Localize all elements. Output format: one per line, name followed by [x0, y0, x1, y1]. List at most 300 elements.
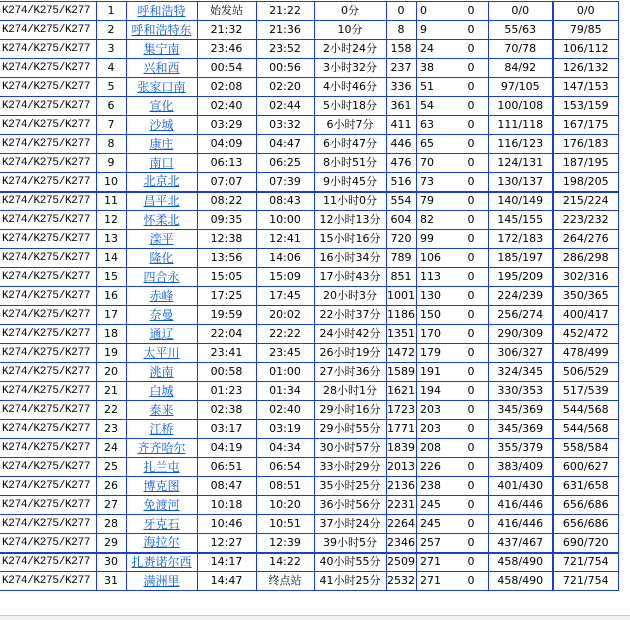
elapsed-time-cell: 0分: [314, 2, 386, 21]
extra-value-cell: [416, 59, 488, 78]
hard-sleeper-price-cell: 195/209: [488, 268, 553, 287]
extra-value: 0: [467, 384, 475, 397]
train-number-cell: K274/K275/K277: [0, 534, 96, 553]
arrival-time-cell: 02:40: [197, 97, 256, 116]
extra-value-cell: [416, 116, 488, 135]
stop-sequence-cell: 25: [96, 458, 126, 477]
station-link[interactable]: 江桥: [149, 421, 174, 436]
extra-value-cell: [416, 439, 488, 458]
stop-sequence-cell: 22: [96, 401, 126, 420]
soft-sleeper-price-cell: 558/584: [553, 439, 618, 458]
departure-time-cell: 08:51: [256, 477, 314, 496]
table-row: [0, 401, 618, 420]
hard-sleeper-price-cell: 130/137: [488, 173, 553, 192]
arrival-time-cell: 07:07: [197, 173, 256, 192]
departure-time-cell: 06:25: [256, 154, 314, 173]
table-row: [0, 116, 618, 135]
departure-time-cell: 07:39: [256, 173, 314, 192]
station-link-cell: [126, 534, 197, 553]
soft-sleeper-price-cell: 126/132: [553, 59, 618, 78]
elapsed-time-cell: 12小时13分: [314, 211, 386, 230]
table-row: [0, 515, 618, 534]
distance-km-cell: 2509: [386, 553, 416, 572]
extra-value-cell: [416, 230, 488, 249]
station-link[interactable]: 奈曼: [149, 307, 174, 322]
station-link[interactable]: 牙克石: [143, 516, 180, 531]
distance-km-cell: 1472: [386, 344, 416, 363]
departure-time-cell: 02:20: [256, 78, 314, 97]
departure-time-cell: 04:47: [256, 135, 314, 154]
departure-time-cell: 10:51: [256, 515, 314, 534]
hard-seat-price: 208: [420, 441, 441, 454]
elapsed-time-cell: 10分: [314, 21, 386, 40]
station-link[interactable]: 齐齐哈尔: [137, 440, 186, 455]
stop-sequence-cell: 24: [96, 439, 126, 458]
hard-seat-price: 0: [420, 4, 427, 17]
table-row: [0, 78, 618, 97]
stop-sequence-cell: 2: [96, 21, 126, 40]
soft-sleeper-price-cell: 721/754: [553, 572, 618, 591]
extra-value: 0: [467, 365, 475, 378]
extra-value: 0: [467, 213, 475, 226]
soft-sleeper-price-cell: 198/205: [553, 173, 618, 192]
distance-km-cell: 604: [386, 211, 416, 230]
station-link[interactable]: 集宁南: [143, 41, 180, 56]
extra-value-cell: [416, 78, 488, 97]
stop-sequence-cell: 29: [96, 534, 126, 553]
departure-time-cell: 02:44: [256, 97, 314, 116]
station-link[interactable]: 扎赉诺尔西: [131, 554, 192, 569]
soft-sleeper-price-cell: 721/754: [553, 553, 618, 572]
station-link[interactable]: 兴和西: [143, 60, 180, 75]
station-link[interactable]: 博克图: [143, 478, 180, 493]
soft-sleeper-price-cell: 302/316: [553, 268, 618, 287]
elapsed-time-cell: 36小时56分: [314, 496, 386, 515]
station-link-cell: [126, 382, 197, 401]
train-number-cell: K274/K275/K277: [0, 439, 96, 458]
arrival-time-cell: 14:47: [197, 572, 256, 591]
arrival-time-cell: 09:35: [197, 211, 256, 230]
extra-value: 0: [467, 308, 475, 321]
distance-km-cell: 1001: [386, 287, 416, 306]
arrival-time-cell: 03:29: [197, 116, 256, 135]
hard-seat-price: 106: [420, 251, 441, 264]
hard-sleeper-price-cell: 84/92: [488, 59, 553, 78]
soft-sleeper-price-cell: 79/85: [553, 21, 618, 40]
elapsed-time-cell: 27小时36分: [314, 363, 386, 382]
station-link[interactable]: 张家口南: [137, 79, 186, 94]
hard-seat-price: 63: [420, 118, 434, 131]
station-link[interactable]: 滦平: [149, 231, 174, 246]
station-link[interactable]: 沙城: [149, 117, 174, 132]
extra-value-cell: [416, 40, 488, 59]
hard-seat-price: 70: [420, 156, 434, 169]
extra-value-cell: [416, 344, 488, 363]
elapsed-time-cell: 26小时19分: [314, 344, 386, 363]
distance-km-cell: 361: [386, 97, 416, 116]
distance-km-cell: 516: [386, 173, 416, 192]
distance-km-cell: 2264: [386, 515, 416, 534]
soft-sleeper-price-cell: 600/627: [553, 458, 618, 477]
arrival-time-cell: 23:41: [197, 344, 256, 363]
stop-sequence-cell: 31: [96, 572, 126, 591]
hard-sleeper-price-cell: 306/327: [488, 344, 553, 363]
station-link[interactable]: 扎兰屯: [143, 459, 180, 474]
soft-sleeper-price-cell: 656/686: [553, 515, 618, 534]
arrival-time-cell: 12:38: [197, 230, 256, 249]
train-schedule-table: [0, 1, 619, 591]
station-link[interactable]: 免渡河: [143, 497, 180, 512]
station-link-cell: [126, 116, 197, 135]
station-link-cell: [126, 21, 197, 40]
station-link[interactable]: 北京北: [143, 174, 180, 189]
hard-seat-price: 82: [420, 213, 434, 226]
table-row: [0, 230, 618, 249]
table-row: [0, 211, 618, 230]
hard-sleeper-price-cell: 401/430: [488, 477, 553, 496]
horizontal-scrollbar[interactable]: [0, 615, 630, 620]
extra-value-cell: [416, 2, 488, 21]
soft-sleeper-price-cell: 544/568: [553, 420, 618, 439]
table-row: [0, 97, 618, 116]
departure-time-cell: 03:19: [256, 420, 314, 439]
station-link-cell: [126, 477, 197, 496]
station-link-cell: [126, 40, 197, 59]
stop-sequence-cell: 20: [96, 363, 126, 382]
elapsed-time-cell: 41小时25分: [314, 572, 386, 591]
arrival-time-cell: 始发站: [197, 2, 256, 21]
distance-km-cell: 851: [386, 268, 416, 287]
train-number-cell: K274/K275/K277: [0, 515, 96, 534]
station-link-cell: [126, 496, 197, 515]
distance-km-cell: 2231: [386, 496, 416, 515]
table-row: [0, 59, 618, 78]
extra-value-cell: [416, 382, 488, 401]
departure-time-cell: 10:20: [256, 496, 314, 515]
departure-time-cell: 02:40: [256, 401, 314, 420]
hard-seat-price: 226: [420, 460, 441, 473]
elapsed-time-cell: 40小时55分: [314, 553, 386, 572]
elapsed-time-cell: 4小时46分: [314, 78, 386, 97]
table-row: [0, 477, 618, 496]
arrival-time-cell: 12:27: [197, 534, 256, 553]
train-number-cell: K274/K275/K277: [0, 344, 96, 363]
hard-sleeper-price-cell: 100/108: [488, 97, 553, 116]
hard-seat-price: 170: [420, 327, 441, 340]
distance-km-cell: 789: [386, 249, 416, 268]
station-link[interactable]: 呼和浩特: [137, 3, 186, 18]
table-row: [0, 439, 618, 458]
station-link[interactable]: 泰来: [149, 402, 174, 417]
train-number-cell: K274/K275/K277: [0, 458, 96, 477]
distance-km-cell: 2136: [386, 477, 416, 496]
distance-km-cell: 2013: [386, 458, 416, 477]
table-row: [0, 2, 618, 21]
table-row: [0, 325, 618, 344]
departure-time-cell: 06:54: [256, 458, 314, 477]
table-row: [0, 40, 618, 59]
train-number-cell: K274/K275/K277: [0, 287, 96, 306]
soft-sleeper-price-cell: 223/232: [553, 211, 618, 230]
hard-sleeper-price-cell: 116/123: [488, 135, 553, 154]
soft-sleeper-price-cell: 350/365: [553, 287, 618, 306]
stop-sequence-cell: 16: [96, 287, 126, 306]
extra-value-cell: [416, 192, 488, 211]
station-link[interactable]: 白城: [149, 383, 174, 398]
hard-sleeper-price-cell: 0/0: [488, 2, 553, 21]
arrival-time-cell: 22:04: [197, 325, 256, 344]
departure-time-cell: 14:22: [256, 553, 314, 572]
extra-value-cell: [416, 135, 488, 154]
stop-sequence-cell: 28: [96, 515, 126, 534]
hard-seat-price: 150: [420, 308, 441, 321]
station-link[interactable]: 怀柔北: [143, 212, 180, 227]
departure-time-cell: 15:09: [256, 268, 314, 287]
arrival-time-cell: 08:22: [197, 192, 256, 211]
departure-time-cell: 10:00: [256, 211, 314, 230]
extra-value-cell: [416, 477, 488, 496]
arrival-time-cell: 02:38: [197, 401, 256, 420]
stop-sequence-cell: 1: [96, 2, 126, 21]
train-number-cell: K274/K275/K277: [0, 78, 96, 97]
train-number-cell: K274/K275/K277: [0, 420, 96, 439]
station-link-cell: [126, 306, 197, 325]
extra-value: 0: [467, 194, 475, 208]
station-link[interactable]: 宣化: [149, 98, 174, 113]
hard-seat-price: 24: [420, 42, 434, 55]
distance-km-cell: 237: [386, 59, 416, 78]
station-link-cell: [126, 287, 197, 306]
elapsed-time-cell: 28小时1分: [314, 382, 386, 401]
extra-value: 0: [467, 555, 475, 569]
table-row: [0, 249, 618, 268]
distance-km-cell: 1186: [386, 306, 416, 325]
hard-sleeper-price-cell: 324/345: [488, 363, 553, 382]
table-row: [0, 287, 618, 306]
table-row: [0, 572, 618, 591]
station-link-cell: [126, 135, 197, 154]
station-link-cell: [126, 173, 197, 192]
elapsed-time-cell: 24小时42分: [314, 325, 386, 344]
station-link[interactable]: 南口: [149, 155, 174, 170]
hard-sleeper-price-cell: 55/63: [488, 21, 553, 40]
stop-sequence-cell: 13: [96, 230, 126, 249]
station-link[interactable]: 通辽: [149, 326, 174, 341]
extra-value-cell: [416, 268, 488, 287]
extra-value: 0: [467, 535, 475, 549]
station-link-cell: [126, 458, 197, 477]
hard-sleeper-price-cell: 458/490: [488, 553, 553, 572]
stop-sequence-cell: 11: [96, 192, 126, 211]
station-link-cell: [126, 192, 197, 211]
train-number-cell: K274/K275/K277: [0, 401, 96, 420]
soft-sleeper-price-cell: 187/195: [553, 154, 618, 173]
soft-sleeper-price-cell: 400/417: [553, 306, 618, 325]
table-row: [0, 192, 618, 211]
extra-value: 0: [467, 156, 475, 169]
station-link[interactable]: 满洲里: [143, 573, 180, 588]
station-link-cell: [126, 249, 197, 268]
table-row: [0, 382, 618, 401]
hard-sleeper-price-cell: 145/155: [488, 211, 553, 230]
table-row: [0, 458, 618, 477]
extra-value-cell: [416, 515, 488, 534]
hard-seat-price: 73: [420, 174, 434, 188]
hard-sleeper-price-cell: 172/183: [488, 230, 553, 249]
stop-sequence-cell: 30: [96, 553, 126, 572]
soft-sleeper-price-cell: 176/183: [553, 135, 618, 154]
train-number-cell: K274/K275/K277: [0, 230, 96, 249]
distance-km-cell: 720: [386, 230, 416, 249]
table-row: [0, 534, 618, 553]
elapsed-time-cell: 5小时18分: [314, 97, 386, 116]
hard-seat-price: 51: [420, 80, 434, 93]
extra-value: 0: [467, 441, 475, 454]
distance-km-cell: 554: [386, 192, 416, 211]
hard-seat-price: 191: [420, 365, 441, 378]
elapsed-time-cell: 30小时57分: [314, 439, 386, 458]
hard-seat-price: 203: [420, 422, 441, 435]
stop-sequence-cell: 12: [96, 211, 126, 230]
hard-seat-price: 9: [420, 23, 427, 36]
extra-value-cell: [416, 572, 488, 591]
extra-value-cell: [416, 21, 488, 40]
elapsed-time-cell: 29小时16分: [314, 401, 386, 420]
station-link[interactable]: 昌平北: [143, 193, 180, 208]
train-number-cell: K274/K275/K277: [0, 306, 96, 325]
stop-sequence-cell: 26: [96, 477, 126, 496]
distance-km-cell: 1621: [386, 382, 416, 401]
hard-sleeper-price-cell: 416/446: [488, 515, 553, 534]
hard-sleeper-price-cell: 437/467: [488, 534, 553, 553]
stop-sequence-cell: 19: [96, 344, 126, 363]
hard-seat-price: 245: [420, 517, 441, 530]
elapsed-time-cell: 9小时45分: [314, 173, 386, 192]
elapsed-time-cell: 6小时7分: [314, 116, 386, 135]
train-number-cell: K274/K275/K277: [0, 477, 96, 496]
station-link-cell: [126, 439, 197, 458]
extra-value-cell: [416, 173, 488, 192]
station-link[interactable]: 赤峰: [149, 288, 174, 303]
table-row: [0, 363, 618, 382]
train-number-cell: K274/K275/K277: [0, 40, 96, 59]
arrival-time-cell: 19:59: [197, 306, 256, 325]
elapsed-time-cell: 16小时34分: [314, 249, 386, 268]
elapsed-time-cell: 8小时51分: [314, 154, 386, 173]
stop-sequence-cell: 9: [96, 154, 126, 173]
station-link[interactable]: 洮南: [149, 364, 174, 379]
soft-sleeper-price-cell: 690/720: [553, 534, 618, 553]
hard-sleeper-price-cell: 140/149: [488, 192, 553, 211]
station-link[interactable]: 四合永: [143, 269, 180, 284]
station-link-cell: [126, 572, 197, 591]
stop-sequence-cell: 23: [96, 420, 126, 439]
stop-sequence-cell: 10: [96, 173, 126, 192]
station-link[interactable]: 隆化: [149, 250, 174, 265]
stop-sequence-cell: 17: [96, 306, 126, 325]
arrival-time-cell: 06:13: [197, 154, 256, 173]
arrival-time-cell: 00:58: [197, 363, 256, 382]
arrival-time-cell: 04:09: [197, 135, 256, 154]
elapsed-time-cell: 15小时16分: [314, 230, 386, 249]
hard-sleeper-price-cell: 97/105: [488, 78, 553, 97]
station-link-cell: [126, 230, 197, 249]
train-number-cell: K274/K275/K277: [0, 363, 96, 382]
departure-time-cell: 01:34: [256, 382, 314, 401]
hard-sleeper-price-cell: 416/446: [488, 496, 553, 515]
train-number-cell: K274/K275/K277: [0, 59, 96, 78]
distance-km-cell: 411: [386, 116, 416, 135]
distance-km-cell: 2532: [386, 572, 416, 591]
train-number-cell: K274/K275/K277: [0, 173, 96, 192]
station-link-cell: [126, 2, 197, 21]
station-link[interactable]: 太平川: [143, 345, 180, 360]
departure-time-cell: 20:02: [256, 306, 314, 325]
station-link[interactable]: 呼和浩特东: [131, 22, 192, 37]
train-number-cell: K274/K275/K277: [0, 116, 96, 135]
station-link-cell: [126, 401, 197, 420]
table-row: [0, 154, 618, 173]
arrival-time-cell: 21:32: [197, 21, 256, 40]
station-link-cell: [126, 97, 197, 116]
soft-sleeper-price-cell: 544/568: [553, 401, 618, 420]
elapsed-time-cell: 39小时5分: [314, 534, 386, 553]
extra-value: 0: [467, 460, 475, 473]
extra-value: 0: [467, 574, 475, 587]
hard-seat-price: 257: [420, 535, 441, 549]
table-row: [0, 173, 618, 192]
arrival-time-cell: 10:18: [197, 496, 256, 515]
soft-sleeper-price-cell: 478/499: [553, 344, 618, 363]
station-link[interactable]: 康庄: [149, 136, 174, 151]
elapsed-time-cell: 29小时55分: [314, 420, 386, 439]
hard-sleeper-price-cell: 70/78: [488, 40, 553, 59]
train-number-cell: K274/K275/K277: [0, 268, 96, 287]
stop-sequence-cell: 8: [96, 135, 126, 154]
extra-value-cell: [416, 553, 488, 572]
soft-sleeper-price-cell: 517/539: [553, 382, 618, 401]
station-link-cell: [126, 420, 197, 439]
extra-value: 0: [467, 251, 475, 264]
departure-time-cell: 23:45: [256, 344, 314, 363]
elapsed-time-cell: 6小时47分: [314, 135, 386, 154]
distance-km-cell: 1771: [386, 420, 416, 439]
stop-sequence-cell: 6: [96, 97, 126, 116]
soft-sleeper-price-cell: 286/298: [553, 249, 618, 268]
extra-value: 0: [467, 174, 475, 188]
station-link[interactable]: 海拉尔: [143, 535, 180, 550]
elapsed-time-cell: 11小时0分: [314, 192, 386, 211]
train-number-cell: K274/K275/K277: [0, 154, 96, 173]
elapsed-time-cell: 35小时25分: [314, 477, 386, 496]
train-number-cell: K274/K275/K277: [0, 382, 96, 401]
arrival-time-cell: 10:46: [197, 515, 256, 534]
extra-value-cell: [416, 401, 488, 420]
arrival-time-cell: 04:19: [197, 439, 256, 458]
extra-value: 0: [467, 99, 475, 112]
extra-value: 0: [467, 137, 475, 150]
elapsed-time-cell: 20小时3分: [314, 287, 386, 306]
arrival-time-cell: 15:05: [197, 268, 256, 287]
table-row: [0, 268, 618, 287]
station-link-cell: [126, 154, 197, 173]
distance-km-cell: 1589: [386, 363, 416, 382]
arrival-time-cell: 13:56: [197, 249, 256, 268]
hard-sleeper-price-cell: 345/369: [488, 420, 553, 439]
extra-value: 0: [467, 4, 475, 17]
extra-value-cell: [416, 249, 488, 268]
distance-km-cell: 158: [386, 40, 416, 59]
